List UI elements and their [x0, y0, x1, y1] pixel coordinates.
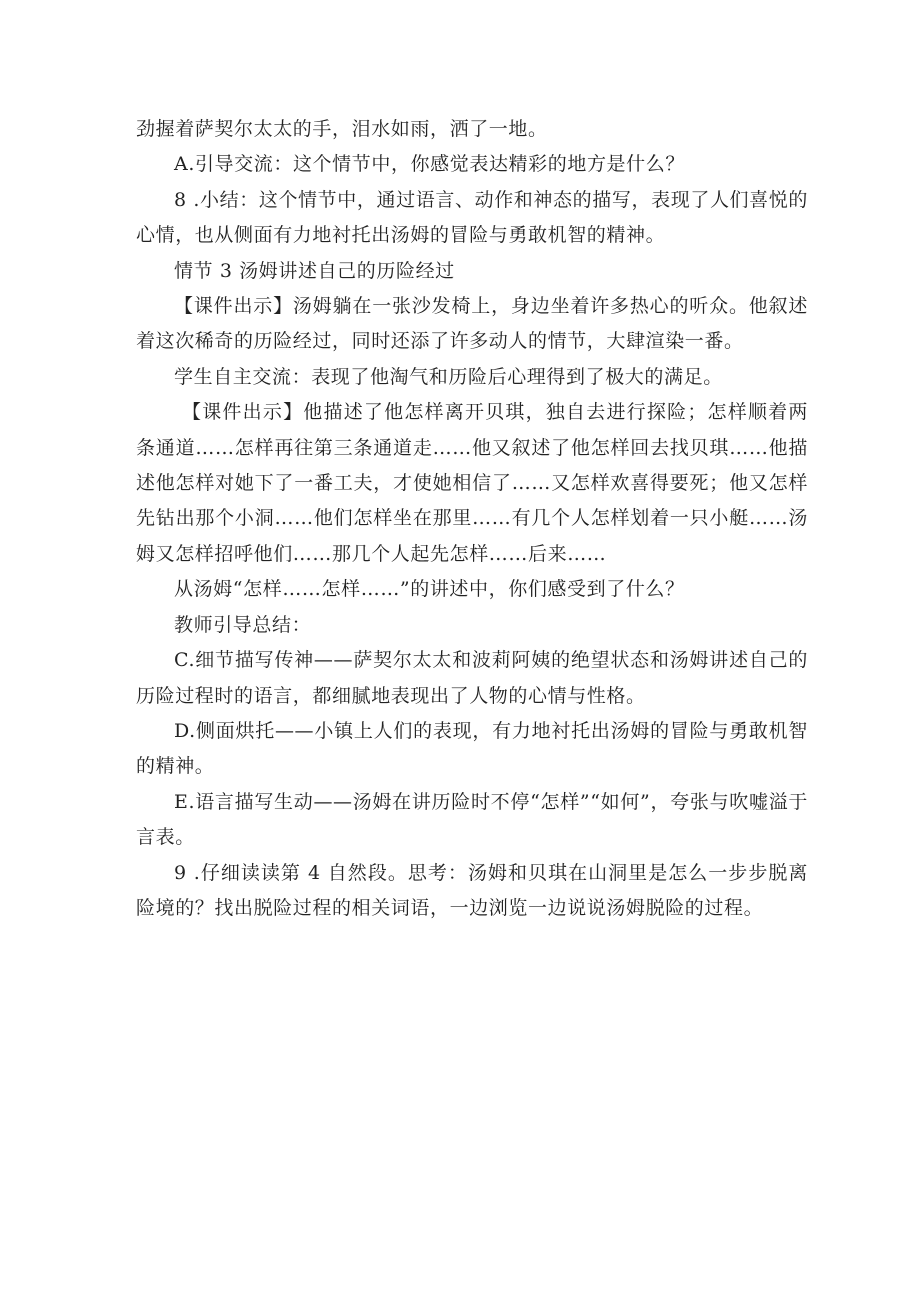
paragraph-task-9: 9 .仔细读读第 4 自然段。思考：汤姆和贝琪在山洞里是怎么一步步脱离险境的？找出脱险过程的相关词语，一边浏览一边说说汤姆脱险的过程。 [136, 861, 808, 919]
paragraph-point-e: E.语言描写生动——汤姆在讲历险时不停“怎样”“如何”，夸张与吹嘘溢于言表。 [136, 790, 808, 849]
paragraph-courseware-2: 【课件出示】他描述了他怎样离开贝琪，独自去进行探险；怎样顺着两条通道……怎样再往第三条通道走……他又叙述了他怎样回去找贝琪……他描述他怎样对她下了一番工夫，才使她相信了……又怎样欢喜得要死；他又怎样先钻出那个小洞……他们怎样坐在那里……有几个人怎样划着一只小艇……汤姆又怎样招呼他们……那几个人起先怎样……后来…… [136, 401, 808, 565]
paragraph-courseware-1: 【课件出示】汤姆躺在一张沙发椅上，身边坐着许多热心的听众。他叙述着这次稀奇的历险经过，同时还添了许多动人的情节，大肆渲染一番。 [136, 295, 808, 353]
document-body [136, 112, 808, 926]
paragraph-teacher-summary-heading: 教师引导总结： [174, 613, 312, 636]
paragraph-point-d: D.侧面烘托——小镇上人们的表现，有力地衬托出汤姆的冒险与勇敢机智的精神。 [136, 719, 808, 778]
paragraph-student-discussion: 学生自主交流：表现了他淘气和历险后心理得到了极大的满足。 [174, 365, 723, 388]
paragraph-summary-8: 8 .小结：这个情节中，通过语言、动作和神态的描写，表现了人们喜悦的心情，也从侧面有力地衬托出汤姆的冒险与勇敢机智的精神。 [136, 188, 808, 247]
paragraph-guided-discussion: A.引导交流：这个情节中，你感觉表达精彩的地方是什么？ [174, 153, 685, 176]
paragraph-question: 从汤姆“怎样……怎样……”的讲述中，你们感受到了什么？ [174, 578, 685, 601]
paragraph-point-c: C.细节描写传神——萨契尔太太和波莉阿姨的绝望状态和汤姆讲述自己的历险过程时的语言，都细腻地表现出了人物的心情与性格。 [136, 649, 808, 707]
paragraph-continuation: 劲握着萨契尔太太的手，泪水如雨，洒了一地。 [136, 118, 548, 140]
section-heading-plot-3: 情节 3 汤姆讲述自己的历险经过 [174, 259, 455, 282]
